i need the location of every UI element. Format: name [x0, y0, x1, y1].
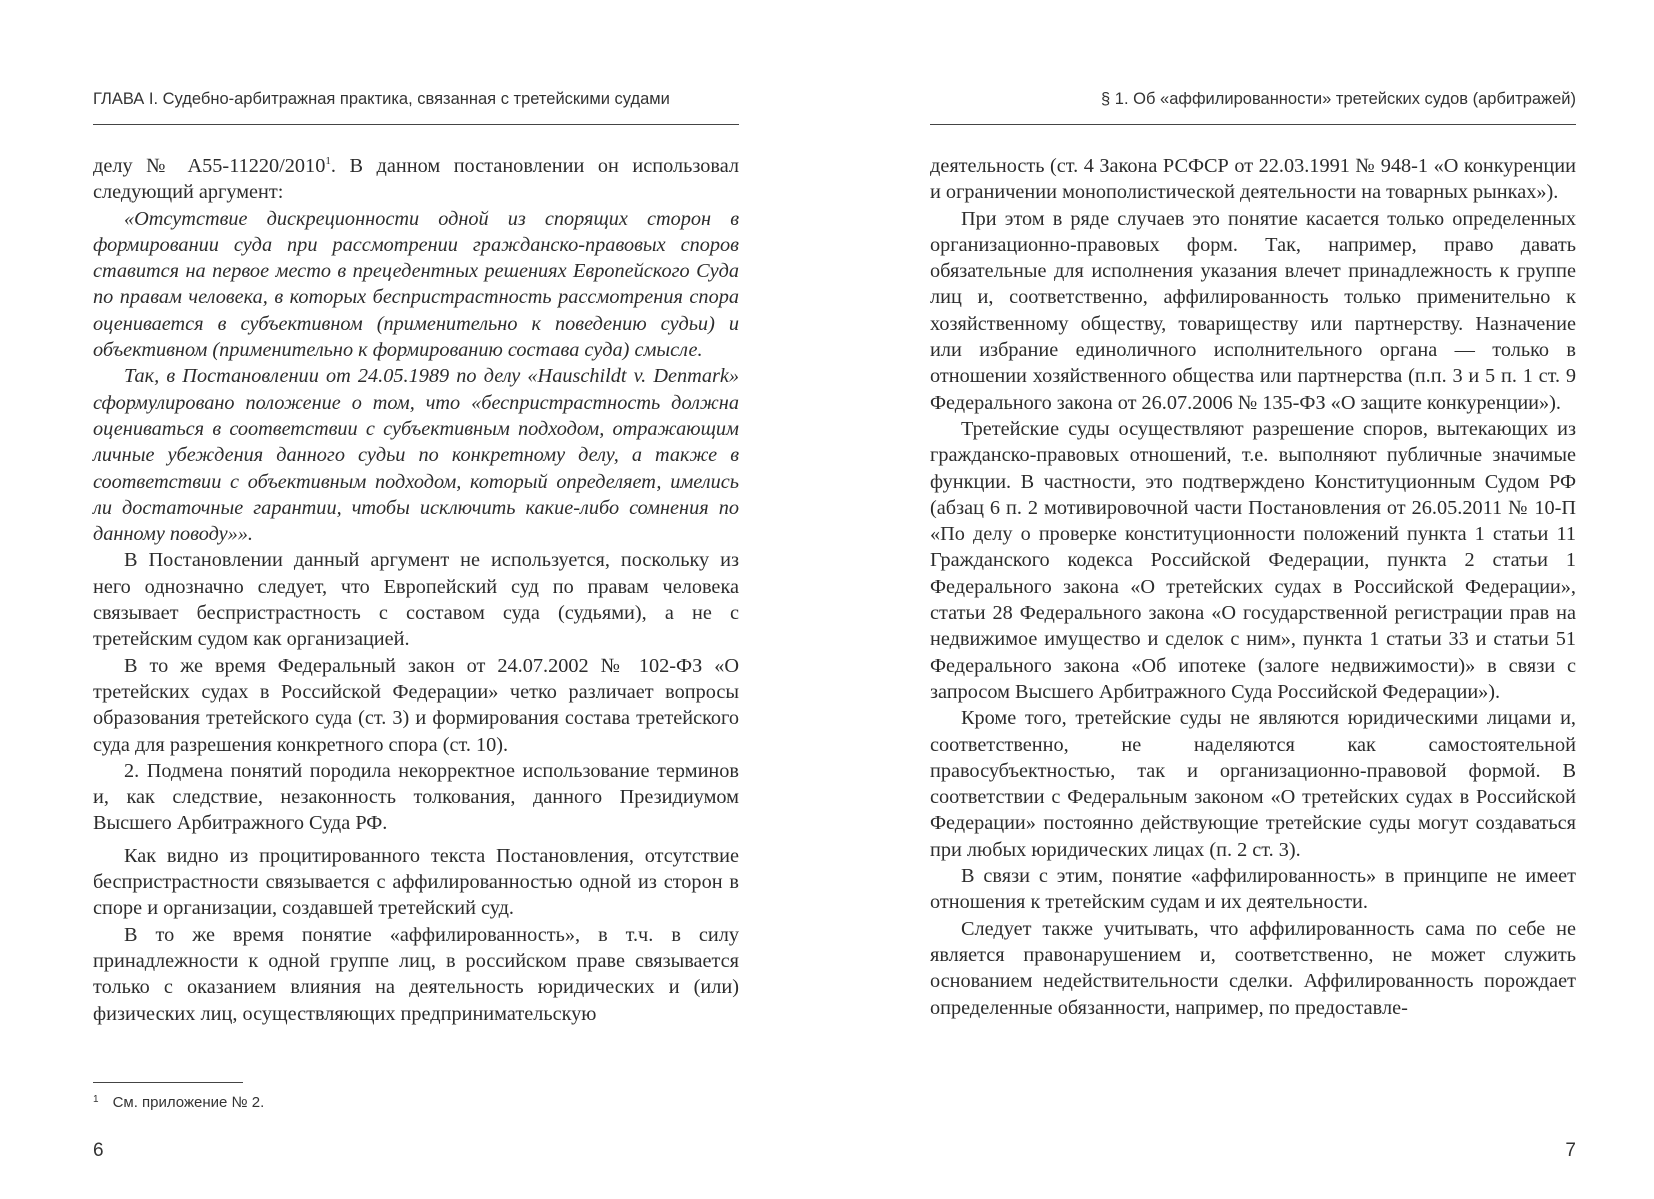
paragraph: При этом в ряде случаев это понятие касается только определенных организационно-правовых форм. Так, например, право давать обязательные для исполнения указания влечет принадлежность к группе лиц и, соответственно, аффилированность только применительно к хозяйственному обществу, товариществу или партнерству. Назначение или избрание единоличного исполнительного органа — только в отношении хозяйственного общества или партнерства (п.п. 3 и 5 п. 1 ст. 9 Федерального закона от 26.07.2006 № 135-ФЗ «О защите конкуренции»).	[930, 207, 1576, 414]
paragraph: 2. Подмена понятий породила некорректное использование терминов и, как следствие, незаконность толкования, данного Президиумом Высшего Арбитражного Суда РФ.	[93, 759, 739, 835]
page-number-right: 7	[1565, 1140, 1576, 1161]
header-rule-right	[930, 124, 1576, 125]
paragraph: деятельность (ст. 4 Закона РСФСР от 22.03.1991 № 948-1 «О конкуренции и ограничении монополистической деятельности на товарных рынках»).	[930, 155, 1576, 204]
paragraph: Кроме того, третейские суды не являются юридическими лицами и, соответственно, не наделяются как самостоятельной правосубъектностью, так и организационно-правовой формой. В соответствии с Федеральным законом «О третейских судах в Российской Федерации» постоянно действующие третейские суды могут создаваться при любых юридических лицах (п. 2 ст. 3).	[930, 707, 1576, 861]
paragraph: В Постановлении данный аргумент не используется, поскольку из него однозначно следует, что Европейский суд по правам человека связывает беспристрастность с составом суда (судьями), а не с третейским судом как организацией.	[93, 549, 739, 651]
quote-paragraph: «Отсутствие дискреционности одной из спорящих сторон в формировании суда при рассмотрении гражданско-правовых споров ставится на первое место в прецедентных решениях Европейского Суда по правам человека, в которых беспристрастность рассмотрения спора оценивается в субъективном (применительно к поведению судьи) и объективном (применительно к формированию состава суда) смысле.	[93, 207, 739, 362]
running-head-right: § 1. Об «аффилированности» третейских судов (арбитражей)	[1101, 90, 1576, 108]
footnote-text: См. приложение № 2.	[112, 1094, 265, 1111]
paragraph: Третейские суды осуществляют разрешение споров, вытекающих из гражданско-правовых отношений, т.е. выполняют публичные значимые функции. В частности, это подтверждено Конституционным Судом РФ (абзац 6 п. 2 мотивировочной части Постановления от 26.05.2011 № 10-П «По делу о проверке конституционности положений пункта 1 статьи 11 Гражданского кодекса Российской Федерации, пункта 2 статьи 1 Федерального закона «О третейских судах в Российской Федерации», статьи 28 Федерального закона «О государственной регистрации прав на недвижимое имущество и сделок с ним», пункта 1 статьи 33 и статьи 51 Федерального закона «Об ипотеке (залоге недвижимости)» в связи с запросом Высшего Арбитражного Суда Российской Федерации»).	[930, 417, 1576, 703]
right-body-text	[930, 153, 1576, 1021]
paragraph: делу № А55-11220/2010$^1$. В данном постановлении он использовал следующий аргумент:	[93, 155, 739, 204]
page-number-left: 6	[93, 1140, 104, 1161]
running-head-left: ГЛАВА I. Судебно-арбитражная практика, связанная с третейскими судами	[93, 90, 670, 108]
footnote-mark: 1	[93, 1094, 99, 1105]
paragraph: В связи с этим, понятие «аффилированность» в принципе не имеет отношения к третейским судам и их деятельности.	[930, 865, 1576, 914]
paragraph: Следует также учитывать, что аффилированность сама по себе не является правонарушением и, соответственно, не может служить основанием недействительности сделки. Аффилированность порождает определенные обязанности, например, по предоставле-	[930, 917, 1576, 1019]
footnote-rule	[93, 1082, 243, 1083]
paragraph: В то же время Федеральный закон от 24.07.2002 № 102-ФЗ «О третейских судах в Российской Федерации» четко различает вопросы образования третейского суда (ст. 3) и формирования состава третейского суда для разрешения конкретного спора (ст. 10).	[93, 654, 739, 756]
footnote	[93, 1094, 264, 1111]
paragraph: В то же время понятие «аффилированность», в т.ч. в силу принадлежности к одной группе лиц, в российском праве связывается только с оказанием влияния на деятельность юридических и (или) физических лиц, осуществляющих предпринимательскую	[93, 923, 739, 1025]
left-body-text	[93, 153, 739, 1027]
footnote-reference[interactable]: 1	[325, 155, 331, 167]
header-rule-left	[93, 124, 739, 125]
quote-paragraph: Так, в Постановлении от 24.05.1989 по делу «Hauschildt v. Denmark» сформулировано положение о том, что «беспристрастность должна оцениваться в соответствии с субъективным подходом, отражающим личные убеждения данного судьи по конкретному делу, а также в соответствии с объективным подходом, который определяет, имелись ли достаточные гарантии, чтобы исключить какие-либо сомнения по данному поводу»».	[93, 365, 739, 546]
paragraph: Как видно из процитированного текста Постановления, отсутствие беспристрастности связывается с аффилированностью одной из сторон в споре и организации, создавшей третейский суд.	[93, 844, 739, 920]
